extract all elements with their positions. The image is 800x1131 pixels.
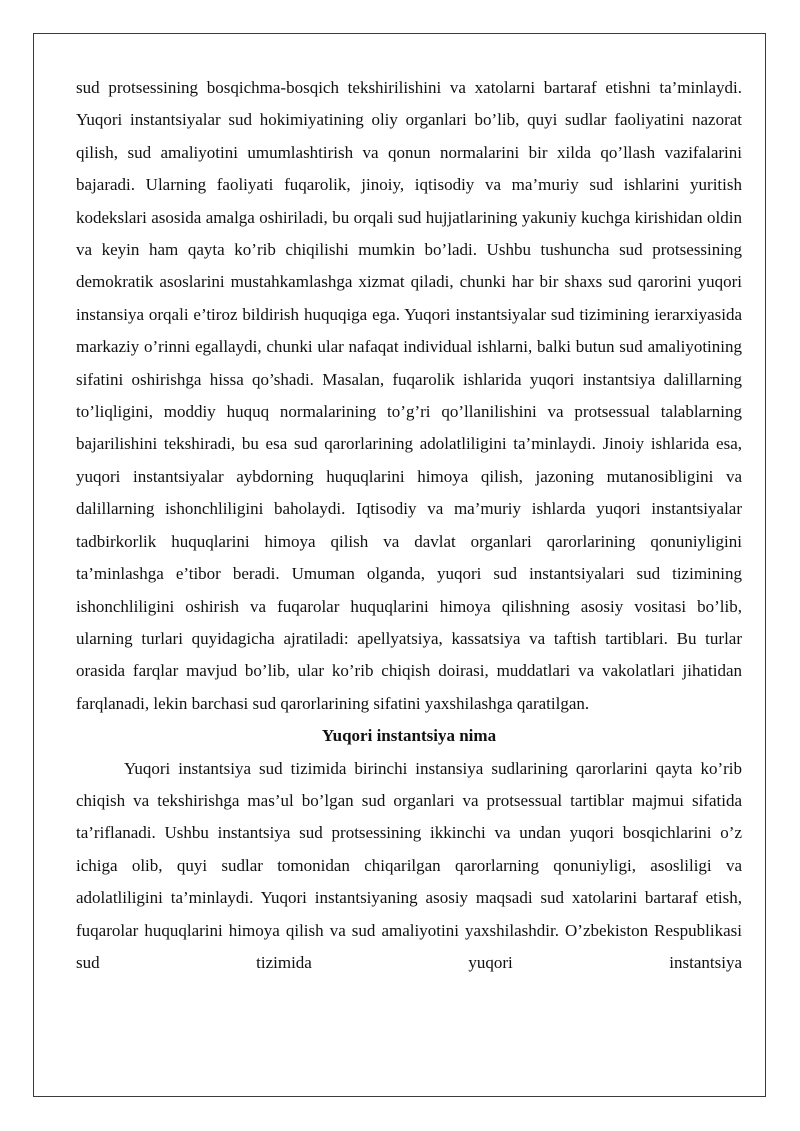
document-body: [76, 72, 742, 979]
body-paragraph: sud protsessining bosqichma-bosqich tekshirilishini va xatolarni bartaraf etishni ta’minlaydi. Yuqori instantsiyalar sud hokimiyatining oliy organlari bo’lib, quyi sudlar faoliyatini nazorat qilish, sud amaliyotini umumlashtirish va qonun normalarini bir xilda qo’llash vazifalarini bajaradi. Ularning faoliyati fuqarolik, jinoiy, iqtisodiy va ma’muriy sud ishlarini yuritish kodekslari asosida amalga oshiriladi, bu orqali sud hujjatlarining yakuniy kuchga kirishidan oldin va keyin ham qayta ko’rib chiqilishi mumkin bo’ladi. Ushbu tushuncha sud protsessining demokratik asoslarini mustahkamlashga xizmat qiladi, chunki har bir shaxs sud qarorini yuqori instansiya orqali e’tiroz bildirish huquqiga ega. Yuqori instantsiyalar sud tizimining ierarxiyasida markaziy o’rinni egallaydi, chunki ular nafaqat individual ishlarni, balki butun sud amaliyotining sifatini oshirishga hissa qo’shadi. Masalan, fuqarolik ishlarida yuqori instantsiya dalillarning to’liqligini, moddiy huquq normalarining to’g’ri qo’llanilishini va protsessual talablarning bajarilishini tekshiradi, bu esa sud qarorlarining adolatliligini ta’minlaydi. Jinoiy ishlarida esa, yuqori instantsiyalar aybdorning huquqlarini himoya qilish, jazoning mutanosibligini va dalillarning ishonchliligini baholaydi. Iqtisodiy va ma’muriy ishlarda yuqori instantsiyalar tadbirkorlik huquqlarini himoya qilish va davlat organlari qarorlarining qonuniyligini ta’minlashga e’tibor beradi. Umuman olganda, yuqori sud instantsiyalari sud tizimining ishonchliligini oshirish va fuqarolar huquqlarini himoya qilishning asosiy vositasi bo’lib, ularning turlari quyidagicha ajratiladi: apellyatsiya, kassatsiya va taftish tartiblari. Bu turlar orasida farqlar mavjud bo’lib, ular ko’rib chiqish doirasi, muddatlari va vakolatlari jihatidan farqlanadi, lekin barchasi sud qarorlarining sifatini yaxshilashga qaratilgan.: [76, 78, 742, 713]
body-paragraph: Yuqori instantsiya sud tizimida birinchi instansiya sudlarining qarorlarini qayta ko’rib chiqish va tekshirishga mas’ul bo’lgan sud organlari va protsessual tartiblar majmui sifatida ta’riflanadi. Ushbu instantsiya sud protsessining ikkinchi va undan yuqori bosqichlarini o’z ichiga olib, quyi sudlar tomonidan chiqarilgan qarorlarning qonuniyligi, asosliligi va adolatliligini ta’minlaydi. Yuqori instantsiyaning asosiy maqsadi sud xatolarini bartaraf etish, fuqarolar huquqlarini himoya qilish va sud amaliyotini yaxshilashdir. O’zbekiston Respublikasi sud tizimida yuqori instantsiya: [76, 758, 742, 972]
section-heading: Yuqori instantsiya nima: [321, 726, 497, 746]
